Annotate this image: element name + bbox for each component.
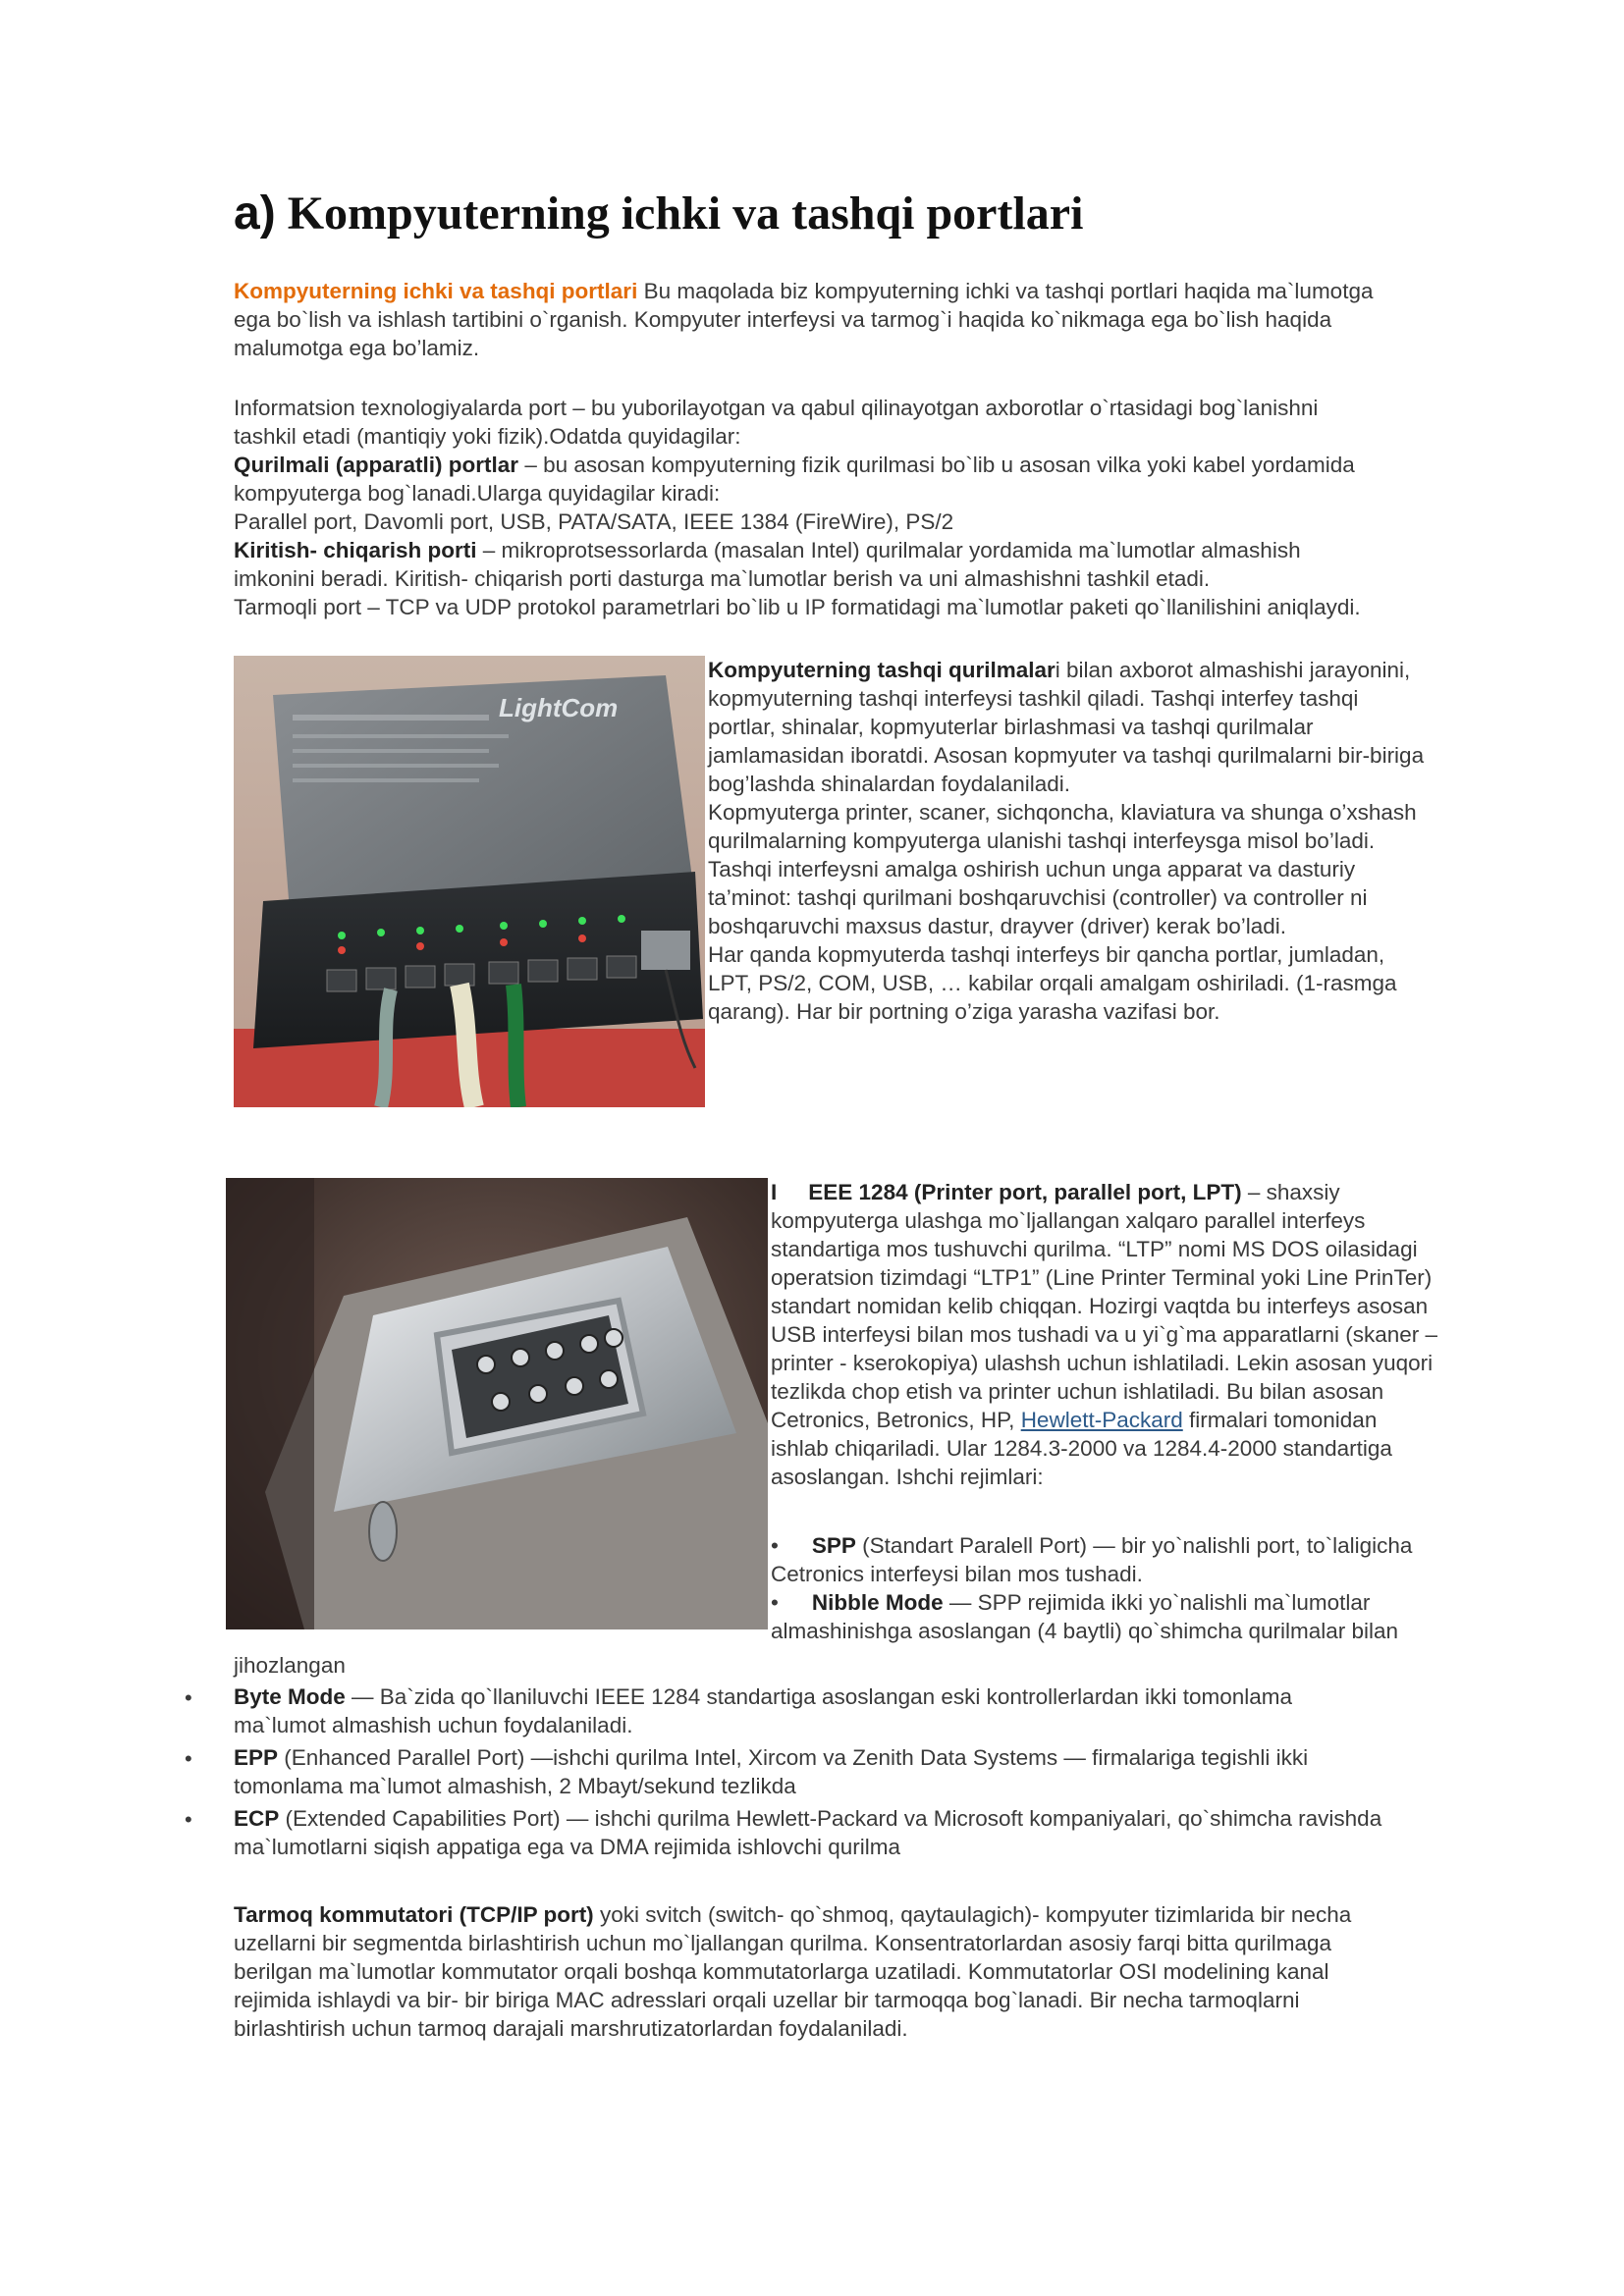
text-line: operatsion tizimdagi “LTP1” (Line Printer Terminal yoki Line PrinTer) [771,1265,1433,1290]
text-line: Cetronics, Betronics, HP, Hewlett-Packard firmalari tomonidan [771,1408,1378,1432]
text-line: USB interfeysi bilan mos tushadi va u yi`g`ma apparatlarni (skaner – [771,1322,1438,1347]
text-line: boshqaruvchi maxsus dastur, drayver (driver) kerak bo’ladi. [708,914,1286,938]
text-line: rejimida ishlaydi va bir- bir biriga MAC adresslari orqali uzellar bir tarmoqqa bog`lanadi. Bir necha tarmoqlarni [234,1988,1300,2012]
text-line: qarang). Har bir portning o’ziga yarasha vazifasi bor. [708,999,1220,1024]
mode-list-upper [771,1531,1412,1645]
text-line: bog’lashda shinalardan foydalaniladi. [708,772,1071,796]
bullet-icon: • [185,1746,192,1771]
text-line: birlashtirish uchun tarmoq darajali marshrutizatorlardan foydalaniladi. [234,2016,908,2041]
serial-connector-photo [226,1178,768,1629]
text-line: LPT, PS/2, COM, USB, … kabilar orqali amalgam oshiriladi. (1-rasmga [708,971,1397,995]
bullet-icon: • [185,1807,192,1832]
intro-line: malumotga ega bo’lamiz. [234,336,480,360]
text-line: imkonini beradi. Kiritish- chiqarish porti dasturga ma`lumotlar berish va uni almashishni tashkil etadi. [234,566,1211,591]
text-line: Cetronics interfeysi bilan mos tushadi. [771,1562,1143,1586]
list-item-byte-mode: Byte Mode — Ba`zida qo`llaniluvchi IEEE 1284 standartiga asoslangan eski kontrollerlardan ikki tomonlama ma`lumot almashish uchun foydalaniladi. [234,1684,1293,1737]
bullet-icon: • [771,1533,779,1558]
text-line: ishlab chiqariladi. Ular 1284.3-2000 va 1284.4-2000 standartiga [771,1436,1392,1461]
text-line: Parallel port, Davomli port, USB, PATA/SATA, IEEE 1384 (FireWire), PS/2 [234,509,954,534]
port-definition-section [234,394,1361,621]
text-line: standart nomidan kelib chiqqan. Hozirgi vaqtda bu interfeys asosan [771,1294,1429,1318]
text-line: printer - kserokopiya) ulashsh uchun ishlatiladi. Lekin asosan yuqori [771,1351,1434,1375]
list-item-spp: • SPP (Standart Paralell Port) — bir yo`nalishli port, to`laligicha [771,1533,1413,1558]
network-switch-section [234,1900,1351,2043]
text-line: Kompyuterning tashqi qurilmalari bilan axborot almashishi jarayonini, [708,658,1411,682]
text-line: portlar, shinalar, kopmyuterlar birlashmasi va tashqi qurilmalar [708,715,1314,739]
text-line: almashinishga asoslangan (4 baytli) qo`shimcha qurilmalar bilan [771,1619,1399,1643]
bullet-icon: • [771,1590,779,1615]
intro-lead-link[interactable]: Kompyuterning ichki va tashqi portlari [234,279,638,303]
text-line: Tarmoq kommutatori (TCP/IP port) yoki svitch (switch- qo`shmoq, qaytaulagich)- kompyuter tizimlarida bir necha [234,1902,1352,1927]
intro-line: Kompyuterning ichki va tashqi portlari Bu maqolada biz kompyuterning ichki va tashqi portlari haqida ma`lumotga [234,279,1374,303]
text-line: Tashqi interfeysni amalga oshirish uchun unga apparat va dasturiy [708,857,1356,881]
text-line: standartiga mos tushuvchi qurilma. “LTP” nomi MS DOS oilasidagi [771,1237,1418,1261]
text-line: Qurilmali (apparatli) portlar – bu asosan kompyuterning fizik qurilmasi bo`lib u asosan vilka yoki kabel yordamida [234,453,1355,477]
list-item-ecp: ECP (Extended Capabilities Port) — ishchi qurilma Hewlett-Packard va Microsoft kompaniyalari, qo`shimcha ravishda ma`lumotlarni siqish appatiga ega va DMA rejimida ishlovchi qurilma [234,1806,1382,1859]
intro-line: ega bo`lish va ishlash tartibini o`rganish. Kompyuter interfeysi va tarmog`i haqida ko`nikmaga ega bo`lish haqida [234,307,1332,332]
external-interface-section [708,656,1424,1026]
text-line: asoslangan. Ishchi rejimlari: [771,1465,1044,1489]
page-title: a) Kompyuterning ichki va tashqi portlari [234,187,1084,240]
network-switch-photo [234,656,705,1107]
hewlett-packard-link[interactable]: Hewlett-Packard [1020,1408,1183,1432]
text-line: qurilmalarning kompyuterga ulanishi tashqi interfeysga misol bo’ladi. [708,828,1376,853]
text-line: jamlamasidan iboratdi. Asosan kopmyuter va tashqi qurilmalarni bir-biriga [708,743,1425,768]
list-item-epp: EPP (Enhanced Parallel Port) —ishchi qurilma Intel, Xircom va Zenith Data Systems — firmalariga tegishli ikki tomonlama ma`lumot almashish, 2 Mbayt/sekund tezlikda [234,1745,1309,1798]
ieee1284-section [771,1178,1437,1491]
text-line: tezlikda chop etish va printer uchun ishlatiladi. Bu bilan asosan [771,1379,1384,1404]
text-line: Kopmyuterga printer, scaner, sichqoncha, klaviatura va shunga o’xshash [708,800,1417,825]
text-line: ta’minot: tashqi qurilmani boshqaruvchisi (controller) va controller ni [708,885,1368,910]
text-line: kompyuterga ulashga mo`ljallangan xalqaro parallel interfeys [771,1208,1366,1233]
text-line: kopmyuterning tashqi interfeysi tashkil qiladi. Tashqi interfey tashqi [708,686,1359,711]
list-item-nibble: • Nibble Mode — SPP rejimida ikki yo`nalishli ma`lumotlar [771,1590,1371,1615]
intro-paragraph [234,277,1373,362]
text-line: jihozlangan [234,1653,346,1678]
text-line: Kiritish- chiqarish porti – mikroprotsessorlarda (masalan Intel) qurilmalar yordamida ma`lumotlar almashish [234,538,1301,562]
text-line: Tarmoqli port – TCP va UDP protokol parametrlari bo`lib u IP formatidagi ma`lumotlar paketi qo`llanilishini aniqlaydi. [234,595,1361,619]
text-line: Informatsion texnologiyalarda port – bu yuborilayotgan va qabul qilinayotgan axborotlar o`rtasidagi bog`lanishni [234,396,1319,420]
text-line: uzellarni bir segmentda birlashtirish uchun mo`ljallangan qurilma. Konsentratorlardan asosiy farqi bitta qurilmaga [234,1931,1332,1955]
text-line: I EEE 1284 (Printer port, parallel port, LPT) – shaxsiy [771,1180,1340,1204]
text-line: tashkil etadi (mantiqiy yoki fizik).Odatda quyidagilar: [234,424,741,449]
text-line: kompyuterga bog`lanadi.Ularga quyidagilar kiradi: [234,481,721,506]
brand-logo-text: LightCom [499,693,619,722]
bullet-icon: • [185,1685,192,1710]
text-line: berilgan ma`lumotlar kommutator orqali boshqa kommutatorlarga uzatiladi. Kommutatorlar OSI modelining kanal [234,1959,1329,1984]
text-line: Har qanda kopmyuterda tashqi interfeys bir qancha portlar, jumladan, [708,942,1385,967]
